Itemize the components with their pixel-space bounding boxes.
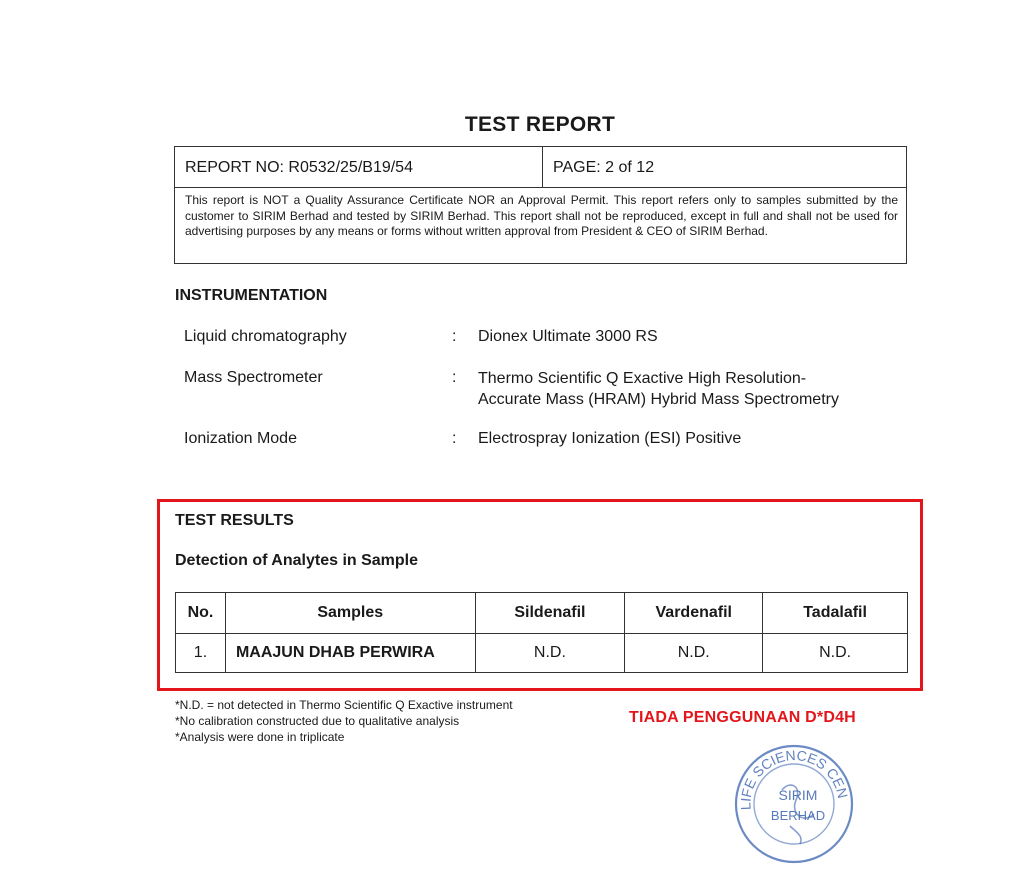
overlay-annotation: TIADA PENGGUNAAN D*D4H bbox=[629, 709, 856, 726]
instrument-separator: : bbox=[452, 328, 457, 345]
column-header-tadalafil: Tadalafil bbox=[763, 593, 908, 634]
sirim-stamp-icon bbox=[730, 740, 858, 868]
stamp-line1: SIRIM bbox=[778, 787, 818, 803]
report-number: REPORT NO: R0532/25/B19/54 bbox=[185, 159, 413, 176]
stamp-line2: BERHAD bbox=[770, 808, 826, 823]
page-number: PAGE: 2 of 12 bbox=[553, 159, 655, 176]
stamp-outer-text: LIFE SCIENCES CEN bbox=[737, 746, 852, 811]
report-header-row bbox=[175, 147, 906, 188]
cell-sildenafil: N.D. bbox=[475, 634, 625, 673]
instrumentation-heading: INSTRUMENTATION bbox=[175, 287, 328, 304]
instrument-value-ms-line1: Thermo Scientific Q Exactive High Resolution- bbox=[478, 370, 807, 387]
cell-sample: MAAJUN DHAB PERWIRA bbox=[225, 634, 475, 673]
instrument-separator: : bbox=[452, 369, 457, 386]
results-table bbox=[175, 592, 908, 673]
test-results-subheading: Detection of Analytes in Sample bbox=[175, 552, 419, 569]
test-results-heading: TEST RESULTS bbox=[175, 512, 294, 529]
column-header-samples: Samples bbox=[225, 593, 475, 634]
cell-vardenafil: N.D. bbox=[625, 634, 763, 673]
cell-no: 1. bbox=[176, 634, 226, 673]
header-divider bbox=[542, 147, 543, 187]
column-header-sildenafil: Sildenafil bbox=[475, 593, 625, 634]
instrument-value-lc: Dionex Ultimate 3000 RS bbox=[478, 328, 658, 345]
results-header-row bbox=[176, 593, 908, 634]
footnote: *No calibration constructed due to qualitative analysis bbox=[175, 714, 460, 728]
instrument-label-ionization: Ionization Mode bbox=[184, 430, 297, 447]
instrument-label-lc: Liquid chromatography bbox=[184, 328, 347, 345]
instrument-label-ms: Mass Spectrometer bbox=[184, 369, 323, 386]
disclaimer-text: This report is NOT a Quality Assurance Certificate NOR an Approval Permit. This report refers only to samples submitted by the customer to SIRIM Berhad and tested by SIRIM Berhad. This report shall not be reproduced, except in full and shall not be used for advertising purposes by any means or forms without written approval from President & CEO of SIRIM Berhad. bbox=[185, 193, 898, 238]
instrument-value-ms-line2: Accurate Mass (HRAM) Hybrid Mass Spectrometry bbox=[478, 391, 839, 408]
column-header-no: No. bbox=[176, 593, 226, 634]
column-header-vardenafil: Vardenafil bbox=[625, 593, 763, 634]
page-title: TEST REPORT bbox=[464, 113, 616, 136]
footnote: *Analysis were done in triplicate bbox=[175, 730, 345, 744]
cell-tadalafil: N.D. bbox=[763, 634, 908, 673]
footnote: *N.D. = not detected in Thermo Scientific Q Exactive instrument bbox=[175, 698, 513, 712]
report-header-box bbox=[174, 146, 907, 264]
table-row bbox=[176, 634, 908, 673]
footnotes bbox=[175, 697, 513, 745]
instrument-separator: : bbox=[452, 430, 457, 447]
instrument-value-ionization: Electrospray Ionization (ESI) Positive bbox=[478, 430, 742, 447]
